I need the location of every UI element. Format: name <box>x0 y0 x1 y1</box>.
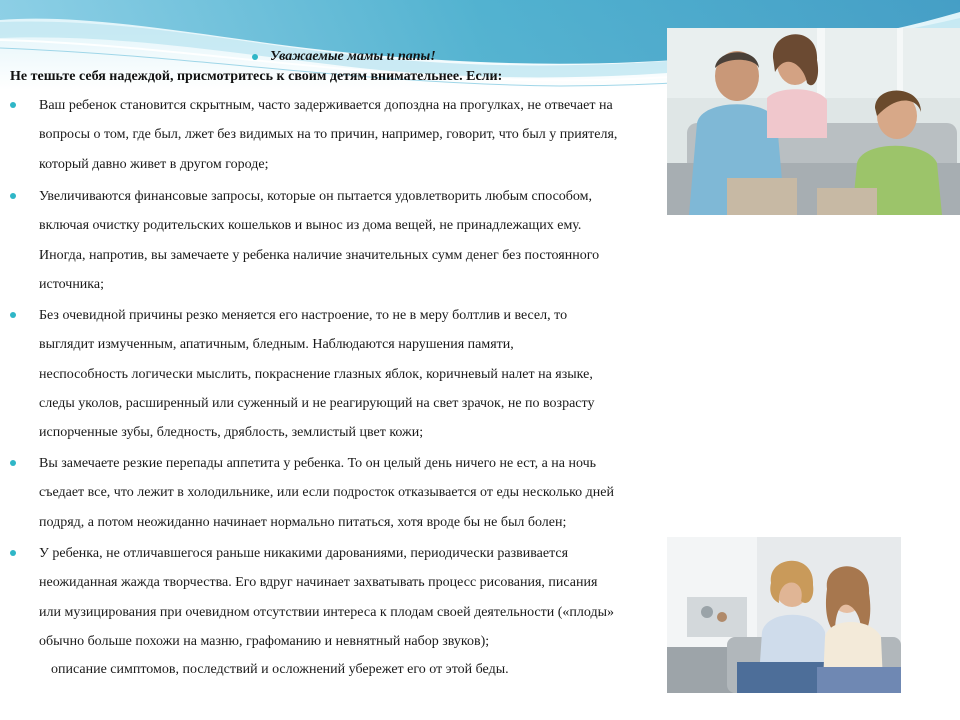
bullet-icon <box>10 460 16 466</box>
family-conversation-photo <box>667 28 960 215</box>
bullet-icon <box>10 102 16 108</box>
bullet-icon <box>10 193 16 199</box>
symptom-item: Ваш ребенок становится скрытным, часто задерживается допоздна на прогулках, не отвечает на вопросы о том, где был, лжет без видимых на то причин, например, говорит, что был у приятеля, который давно живет в другом городе; <box>39 98 618 172</box>
bullet-icon <box>10 312 16 318</box>
symptom-item: Вы замечаете резкие перепады аппетита у ребенка. То он целый день ничего не ест, а на ночь съедает все, что лежит в холодильнике, или если подросток отказывается от еды несколько дней подряд, а потом неожиданно начинает нормально питаться, хотя вроде бы не был болен; <box>39 456 615 530</box>
symptom-item: У ребенка, не отличавшегося раньше никакими дарованиями, периодически развивается неожиданная жажда творчества. Его вдруг начинает захватывать процесс рисования, писания или музицирования при очевидном отсутствии интереса к плодам своей деятельности («плоды» обычно больше похожи на мазню, графоманию и невнятный набор звуков); <box>39 546 615 649</box>
bullet-icon <box>10 550 16 556</box>
closing-text: описание симптомов, последствий и осложнений убережет его от этой беды. <box>51 662 509 677</box>
symptom-item: Без очевидной причины резко меняется его настроение, то не в меру болтлив и весел, то выглядит измученным, апатичным, бледным. Наблюдаются нарушения памяти, неспособность логически мыслить, покраснение глазных яблок, коричневый налет на языке, следы уколов, расширенный или суженный и не реагирующий на свет зрачок, не по возрасту испорченные зубы, бледность, дряблость, землистый цвет кожи; <box>39 308 595 441</box>
mother-daughter-photo <box>667 537 901 693</box>
page-heading: Уважаемые мамы и папы! <box>270 49 436 64</box>
heading-bullet-icon <box>252 54 258 60</box>
symptom-item: Увеличиваются финансовые запросы, которые он пытается удовлетворить любым способом, включая очистку родительских кошельков и вынос из дома вещей, не принадлежащих ему. Иногда, напротив, вы замечаете у ребенка наличие значительных сумм денег без постоянного источника; <box>39 189 600 292</box>
intro-text: Не тешьте себя надеждой, присмотритесь к своим детям внимательнее. Если: <box>10 69 503 84</box>
